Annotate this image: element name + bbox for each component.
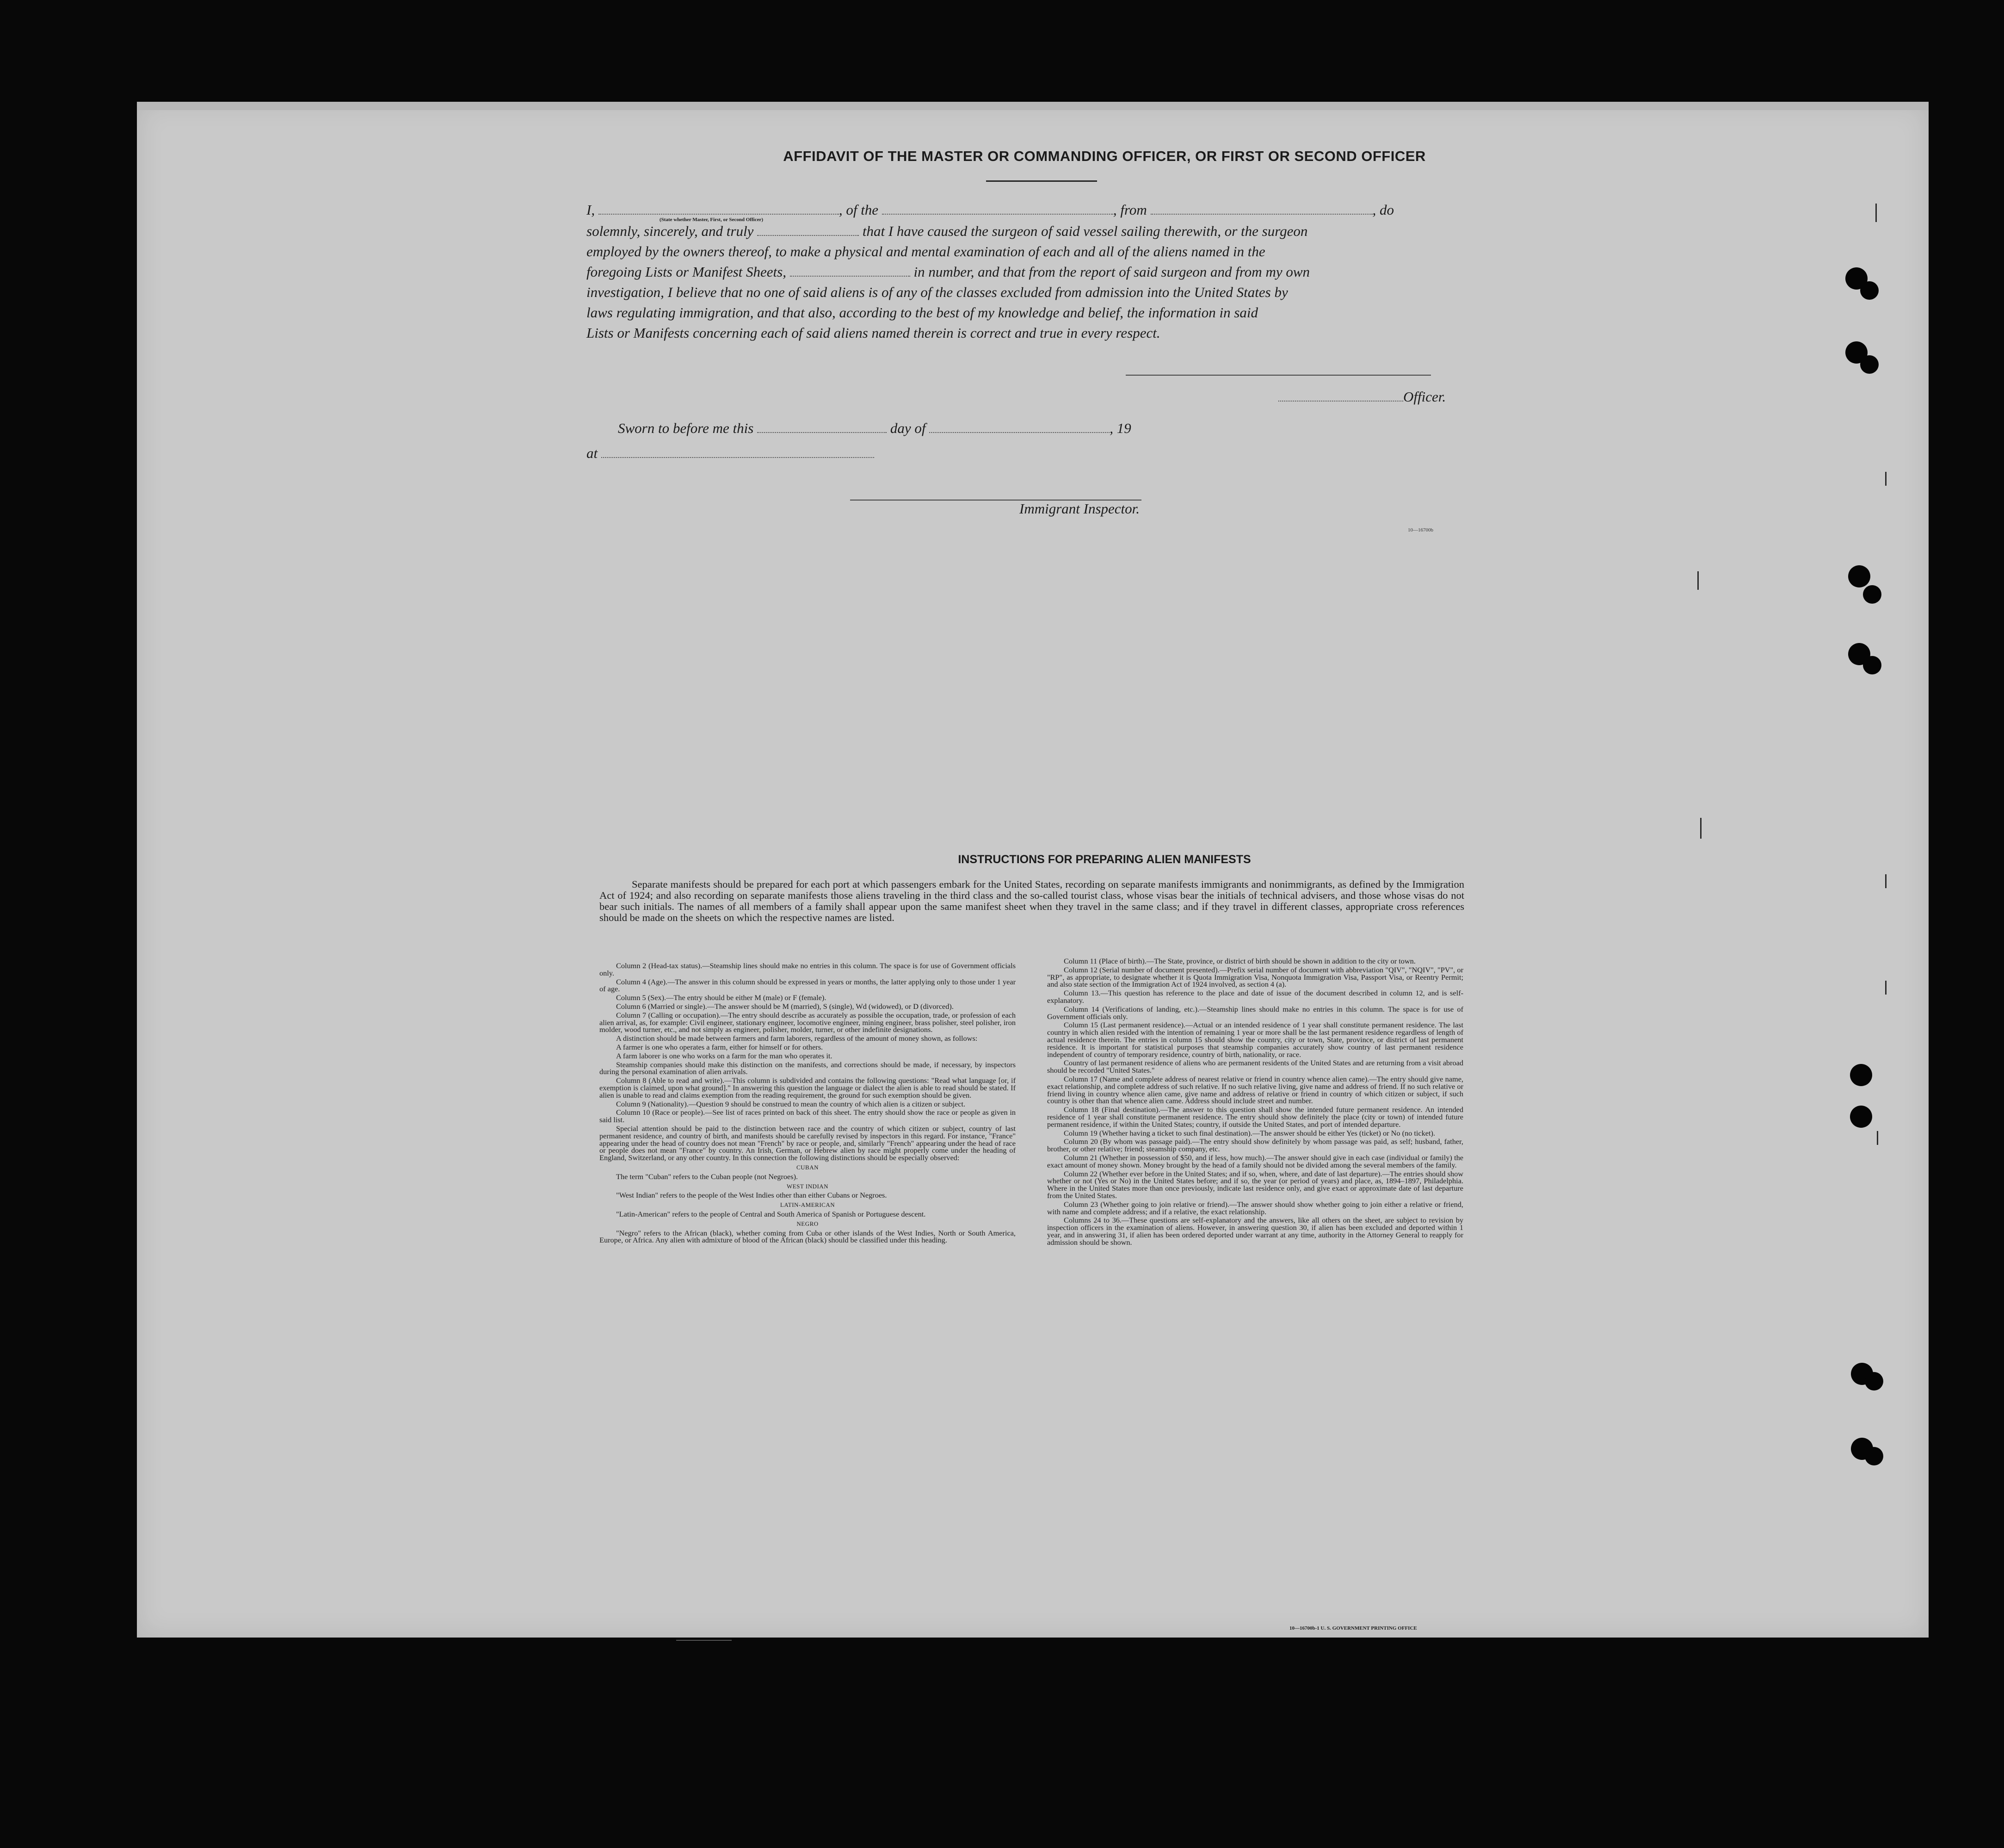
at-place-blank <box>601 447 874 458</box>
port-from-blank <box>1151 204 1373 215</box>
instruction-paragraph: Column 4 (Age).—The answer in this column should be expressed in years or months, the latter applying only to those under 1 year of age. <box>599 977 1016 994</box>
west-indian-definition: "West Indian" refers to the people of the West Indies other than either Cubans or Negroes. <box>616 1191 887 1200</box>
form-reference-number: 10—16700b <box>1408 527 1433 533</box>
vessel-name-blank <box>882 204 1113 215</box>
negro-heading: NEGRO <box>796 1220 819 1227</box>
edge-mark <box>1877 1131 1878 1145</box>
instruction-paragraph: Column 10 (Race or people).—See list of races printed on back of this sheet. The entry should show the race or people as given in said list. <box>599 1108 1016 1125</box>
officer-rank-blank <box>598 204 839 215</box>
affidavit-line-4: foregoing Lists or Manifest Sheets, in number, and that from the report of said surgeon and from my own <box>586 264 1310 280</box>
officer-title-blank <box>1278 390 1403 402</box>
instruction-paragraph: Special attention should be paid to the distinction between race and the country of which citizen or subject, country of last permanent residence, and country of birth, and manifests should be carefully revised by inspectors in this regard. For instance, "France" appearing under the head of country does not mean "French" by race or people, and, similarly "French" appearing under the head of race or people does not mean "France" by country. An Irish, German, or Hebrew alien by race might properly come under the heading of England, Switzerland, or any other country. In this connection the following distinctions should be especially observed: <box>599 1124 1016 1162</box>
latin-american-heading: LATIN-AMERICAN <box>780 1201 835 1209</box>
edge-mark <box>1885 874 1887 888</box>
punch-hole <box>1848 565 1870 587</box>
instruction-paragraph: Column 15 (Last permanent residence).—Actual or an intended residence of 1 year shall constitute permanent residence. The last country in which alien resided with the intention of remaining 1 year or more shall be the last permanent residence regardless of length of actual residence therein. The entries in column 15 should show the country, city or town, State, province, or district of last permanent residence. It is important for statistical purposes that steamship companies accurately show country of last permanent residence independent of country of temporary residence, country of birth, nationality, or race. <box>1047 1020 1463 1059</box>
instruction-paragraph: Column 14 (Verifications of landing, etc.).—Steamship lines should make no entries in this column. The space is for use of Government officials only. <box>1047 1004 1463 1021</box>
instruction-paragraph: Column 7 (Calling or occupation).—The entry should describe as accurately as possible the occupation, trade, or profession of each alien arrival, as, for example: Civil engineer, stationary engineer, locomotive engineer, mining engineer, brass polisher, steel polisher, iron molder, wood turner, etc., and not simply as engineer, polisher, molder, turner, or other indefinite designations. <box>599 1010 1016 1034</box>
affidavit-line-5: investigation, I believe that no one of said aliens is of any of the classes excluded from admission into the United States by <box>586 284 1288 300</box>
title-rule <box>986 180 1097 182</box>
at-line: at <box>586 445 874 462</box>
punch-hole <box>1860 281 1879 300</box>
instruction-paragraph: A farmer is one who operates a farm, either for himself or for others. <box>616 1042 823 1051</box>
instruction-paragraph: Column 9 (Nationality).—Question 9 should be construed to mean the country of which alien is a citizen or subject. <box>616 1099 966 1108</box>
edge-mark <box>1697 571 1699 590</box>
affidavit-line-1: I, , of the , from , do <box>586 202 1394 218</box>
instruction-paragraph: Column 17 (Name and complete address of nearest relative or friend in country whence alien came).—The entry should give name, exact relationship, and complete address of such relative. If no such relative living, give name and address of friend. If no such relative or friend living in country whence alien came, give name and address of relative or friend in country of which citizen or subject, if such country is other than that whence alien came. Address should include street and number. <box>1047 1074 1463 1106</box>
cuban-heading: CUBAN <box>796 1163 819 1171</box>
instruction-paragraph: Country of last permanent residence of aliens who are permanent residents of the United States and are returning from a visit abroad should be recorded "United States." <box>1047 1058 1463 1075</box>
affidavit-line-7: Lists or Manifests concerning each of said aliens named therein is correct and true in every respect. <box>586 325 1160 341</box>
punch-hole <box>1865 1447 1883 1465</box>
edge-mark <box>1885 981 1887 995</box>
instruction-paragraph: Column 21 (Whether in possession of $50, and if less, how much).—The answer should give in each case (individual or family) the exact amount of money shown. Money brought by the head of a family should not be divided among the several members of the family. <box>1047 1153 1463 1169</box>
officer-signature-line <box>1126 375 1431 376</box>
sheet-count-blank <box>790 266 910 277</box>
left-column-end-rule <box>676 1640 732 1641</box>
instruction-paragraph: A farm laborer is one who works on a farm for the man who operates it. <box>616 1051 832 1060</box>
affidavit-line-2: solemnly, sincerely, and truly that I have caused the surgeon of said vessel sailing therewith, or the surgeon <box>586 223 1308 239</box>
instruction-paragraph: Column 5 (Sex).—The entry should be either M (male) or F (female). <box>616 993 826 1002</box>
punch-hole <box>1863 656 1881 674</box>
punch-hole <box>1860 355 1879 374</box>
edge-mark <box>1875 204 1877 222</box>
punch-hole <box>1865 1372 1883 1391</box>
instruction-paragraph: Column 11 (Place of birth).—The State, province, or district of birth should be shown in addition to the city or town. <box>1064 957 1416 965</box>
punch-hole <box>1863 585 1881 604</box>
instruction-paragraph: Column 22 (Whether ever before in the United States; and if so, when, where, and date of last departure).—The entries should show whether or not (Yes or No) in the United States before; and if so, the year (or period of years) and place, as, 1894–1897, Philadelphia. Where in the United States more than once previously, indicate last residence only, and give exact or approximate date of last departure from the United States. <box>1047 1169 1463 1200</box>
oath-blank <box>757 225 859 236</box>
state-whether-note: (State whether Master, First, or Second Officer) <box>660 217 764 223</box>
instructions-left-column <box>599 962 1016 1245</box>
sworn-day-blank <box>757 422 887 433</box>
latin-american-definition: "Latin-American" refers to the people of Central and South America of Spanish or Portuguese descent. <box>616 1209 926 1218</box>
instruction-paragraph: Column 13.—This question has reference to the place and date of issue of the document described in column 12, and is self-explanatory. <box>1047 989 1463 1005</box>
edge-mark <box>1700 818 1702 839</box>
cuban-definition: The term "Cuban" refers to the Cuban people (not Negroes). <box>616 1172 798 1181</box>
instruction-paragraph: Column 6 (Married or single).—The answer should be M (married), S (single), Wd (widowed), or D (divorced). <box>616 1001 954 1011</box>
instruction-paragraph: Column 12 (Serial number of document presented).—Prefix serial number of document with abbreviation "QIV", "NQIV", "PV", or "RP", as appropriate, to designate whether it is Quota Immigration Visa, Nonquota Immigration Visa, Passport Visa, or Reentry Permit; and also state section of the Immigration Act of 1924 involved, as section 4 (a). <box>1047 965 1463 989</box>
inspector-label: Immigrant Inspector. <box>1019 501 1140 517</box>
affidavit-title: AFFIDAVIT OF THE MASTER OR COMMANDING OFFICER, OR FIRST OR SECOND OFFICER <box>783 148 1426 164</box>
instructions-right-column <box>1047 958 1463 1247</box>
negro-definition: "Negro" refers to the African (black), whether coming from Cuba or other islands of the West Indies, North or South America, Europe, or Africa. Any alien with admixture of blood of the African (black) should be classified under this heading. <box>599 1228 1016 1245</box>
instructions-intro: Separate manifests should be prepared for each port at which passengers embark for the United States, recording on separate manifests immigrants and nonimmigrants, as defined by the Immigration Act of 1924; and also recording on separate manifests those aliens traveling in the third class and the so-called tourist class, whose visas bear the initials of technical advisers, and those whose visas do not bear such initials. The names of all members of a family shall appear upon the same manifest sheet when they travel in the same class; and if they travel in different classes, appropriate cross references should be made on the sheets on which the respective names are listed. <box>599 878 1464 923</box>
instruction-paragraph: Column 19 (Whether having a ticket to such final destination).—The answer should be either Yes (ticket) or No (no ticket). <box>1064 1128 1436 1137</box>
instruction-paragraph: Column 2 (Head-tax status).—Steamship lines should make no entries in this column. The space is for use of Government officials only. <box>599 961 1016 977</box>
instruction-paragraph: Column 8 (Able to read and write).—This column is subdivided and contains the following questions: "Read what language [or, if exemption is claimed, upon what ground]." In answering this question the language or dialect the alien is able to read should be stated. If alien is unable to read and claims exemption from the reading requirement, the ground for such exemption should be given. <box>599 1076 1016 1100</box>
instruction-paragraph: A distinction should be made between farmers and farm laborers, regardless of the amount of money shown, as follows: <box>616 1034 978 1043</box>
punch-hole <box>1850 1106 1872 1128</box>
instruction-paragraph: Column 23 (Whether going to join relative or friend).—The answer should show whether going to join either a relative or friend, with name and complete address; and if a relative, the exact relationship. <box>1047 1199 1463 1216</box>
sworn-month-blank <box>929 422 1110 433</box>
punch-hole <box>1850 1064 1872 1086</box>
officer-label: Officer. <box>1278 389 1446 405</box>
edge-mark <box>1885 472 1887 486</box>
printing-office-code: 10—16700b-1 U. S. GOVERNMENT PRINTING OFFICE <box>1289 1625 1417 1631</box>
west-indian-heading: WEST INDIAN <box>786 1182 829 1190</box>
instruction-paragraph: Column 20 (By whom was passage paid).—The entry should show definitely by whom passage was paid, as self; husband, father, brother, or other relative; friend; steamship company, etc. <box>1047 1137 1463 1154</box>
manifest-sheet <box>137 102 1929 1638</box>
instruction-paragraph: Column 18 (Final destination).—The answer to this question shall show the intended future permanent residence. An intended residence of 1 year shall constitute permanent residence. The entry should show definitely the place (city or town) of intended future permanent residence, if within the United States; country, if outside the United States, and port of intended departure. <box>1047 1105 1463 1129</box>
instructions-title: INSTRUCTIONS FOR PREPARING ALIEN MANIFESTS <box>958 853 1251 866</box>
sworn-line: Sworn to before me this day of , 19 <box>618 420 1131 436</box>
instruction-paragraph: Columns 24 to 36.—These questions are self-explanatory and the answers, like all others on the sheet, are subject to revision by inspection officers in the examination of aliens. However, in answering question 30, if alien has been excluded and deported within 1 year, and in answering 31, if alien has been ordered deported under warrant at any time, authority in the Attorney General to reapply for admission should be shown. <box>1047 1216 1463 1247</box>
sheet-top-edge <box>137 102 1929 110</box>
affidavit-line-6: laws regulating immigration, and that also, according to the best of my knowledge and belief, the information in said <box>586 304 1258 321</box>
affidavit-line-3: employed by the owners thereof, to make a physical and mental examination of each and all of the aliens named in the <box>586 243 1265 260</box>
instruction-paragraph: Steamship companies should make this distinction on the manifests, and corrections should be made, if necessary, by inspectors during the personal examination of alien arrivals. <box>599 1060 1016 1076</box>
